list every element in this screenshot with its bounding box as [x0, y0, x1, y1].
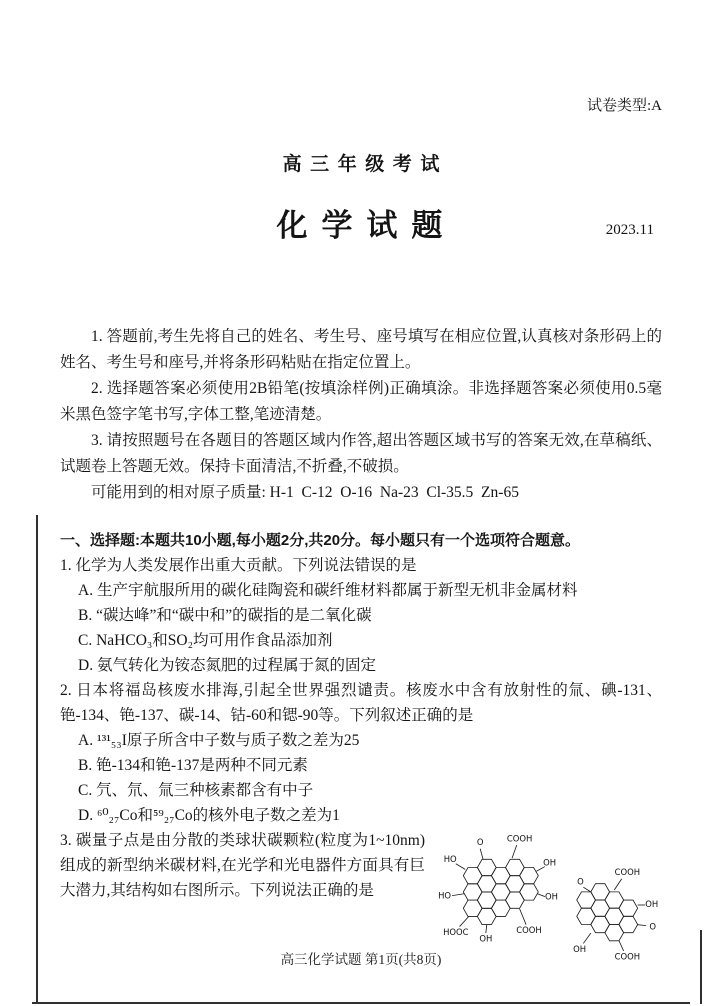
figure-label: COOH — [516, 925, 542, 936]
figure-label: OH — [645, 898, 659, 909]
figure-label: COOH — [506, 833, 533, 844]
atomic-masses-line: 可能用到的相对原子质量: H-1 C-12 O-16 Na-23 Cl-35.5 Zn-65 — [91, 484, 519, 501]
question-2-stem: 2. 日本将福岛核废水排海,引起全世界强烈谴责。核废水中含有放射性的氚、碘-131、铯-134、铯-137、碳-14、钴-60和锶-90等。下列叙述正确的是 — [60, 682, 662, 724]
question-1 — [60, 553, 662, 678]
instruction-item-1: 1. 答题前,考生先将自己的姓名、考生号、座号填写在相应位置,认真核对条形码上的姓名、考生号和座号,并将条形码粘贴在指定位置上。 — [60, 328, 662, 371]
paper-type-label: 试卷类型:A — [586, 98, 662, 114]
exam-date: 2023.11 — [605, 222, 654, 238]
figure-label: O — [577, 876, 584, 887]
title-row — [60, 200, 662, 244]
page-footer: 高三化学试题 第1页(共8页) — [280, 952, 442, 967]
question-2-option-d: D. ⁶⁰₂₇Co和⁵⁹₂₇Co的核外电子数之差为1 — [78, 807, 340, 824]
question-2-option-a: A. ¹³¹₅₃I原子所含中子数与质子数之差为25 — [78, 732, 360, 749]
figure-label: OH — [543, 857, 557, 868]
question-2-option-b: B. 铯-134和铯-137是两种不同元素 — [78, 757, 308, 774]
instructions-block — [60, 324, 662, 506]
question-1-option-c: C. NaHCO₃和SO₂均可用作食品添加剂 — [78, 632, 333, 649]
scan-artifact-left-edge — [36, 515, 38, 1004]
figure-label: HOOC — [443, 927, 469, 937]
section-heading: 一、选择题:本题共10小题,每小题2分,共20分。每小题只有一个选项符合题意。 — [60, 532, 581, 549]
question-1-stem: 1. 化学为人类发展作出重大贡献。下列说法错误的是 — [60, 557, 417, 574]
figure-label: COOH — [614, 867, 641, 877]
instruction-item-3: 3. 请按照题号在各题目的答题区域内作答,超出答题区域书写的答案无效,在草稿纸、试题卷上答题无效。保持卡面清洁,不折叠,不破损。 — [60, 432, 662, 475]
question-2 — [60, 678, 662, 828]
paper-title: 化 学 试 题 — [276, 208, 446, 243]
figure-label: O — [476, 837, 484, 847]
figure-label: COOH — [614, 951, 641, 962]
question-2-option-c: C. 氕、氘、氚三种核素都含有中子 — [78, 782, 314, 799]
question-1-option-b: B. “碳达峰”和“碳中和”的碳指的是二氧化碳 — [78, 607, 372, 624]
exam-name: 高三年级考试 — [282, 154, 448, 175]
scan-artifact-bottom-edge — [32, 1002, 690, 1004]
question-1-option-d: D. 氨气转化为铵态氮肥的过程属于氮的固定 — [78, 657, 376, 674]
figure-label: HO — [438, 890, 452, 901]
figure-label: OH — [479, 933, 493, 944]
question-3-stem: 3. 碳量子点是由分散的类球状碳颗粒(粒度为1~10nm)组成的新型纳米碳材料,在光学和光电器件方面具有巨大潜力,其结构如右图所示。下列说法正确的是 — [60, 832, 425, 899]
scan-artifact-right-edge — [700, 930, 702, 1004]
instruction-item-2: 2. 选择题答案必须使用2B铅笔(按填涂样例)正确填涂。非选择题答案必须使用0.5毫米黑色签字笔书写,字体工整,笔迹清楚。 — [60, 380, 662, 423]
figure-label: OH — [544, 891, 558, 902]
figure-label: O — [649, 921, 657, 932]
figure-label: OH — [573, 943, 587, 954]
question-1-option-a: A. 生产宇航服所用的碳化硅陶瓷和碳纤维材料都属于新型无机非金属材料 — [78, 582, 578, 599]
figure-label: HO — [443, 853, 457, 864]
